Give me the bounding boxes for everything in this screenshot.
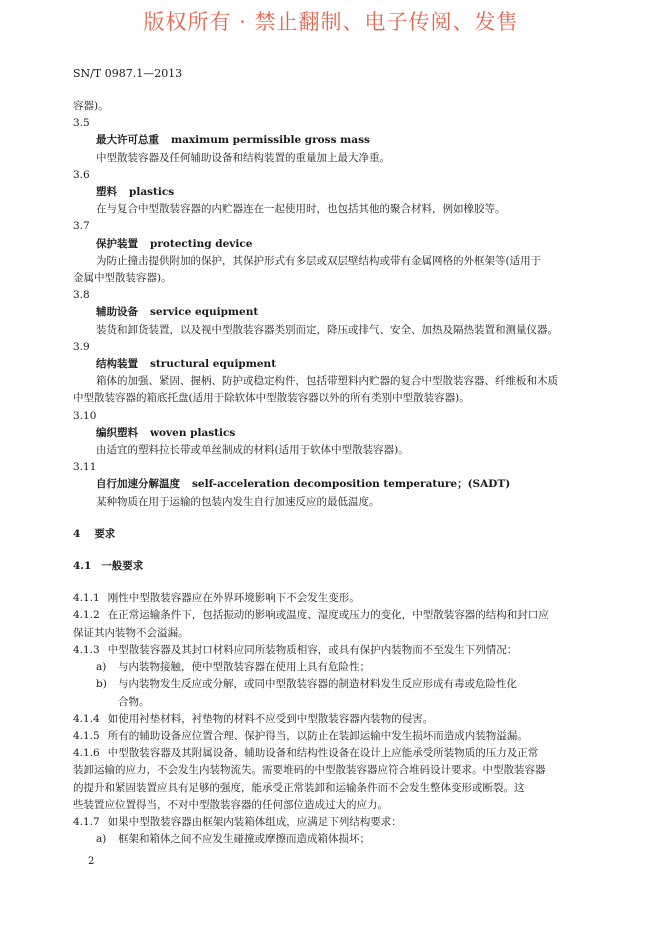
chapter-number: 4 — [73, 527, 81, 540]
clause-text-cont: 保证其内装物不会溢漏。 — [73, 626, 189, 639]
term-en: service equipment — [150, 306, 259, 319]
term-definition: 装货和卸货装置，以及视中型散装容器类别而定，降压或排气、安全、加热及隔热装置和测量仪器。 — [96, 323, 558, 336]
term-zh: 编织塑料 — [96, 426, 138, 439]
term-definition: 中型散装容器及任何辅助设备和结构装置的重量加上最大净重。 — [96, 151, 390, 164]
clause-4-1-4 — [73, 711, 589, 728]
term-heading — [73, 304, 589, 321]
term-number: 3.9 — [73, 340, 90, 353]
term-definition: 由适宜的塑料拉长带或单丝制成的材料(适用于软体中型散装容器)。 — [96, 444, 409, 457]
term-number: 3.7 — [73, 220, 90, 233]
clause-4-1-6 — [73, 745, 589, 762]
clause-number: 4.1.3 — [73, 643, 100, 656]
clause-text-cont: 装卸运输的应力，不会发生内装物流失。需要堆码的中型散装容器应符合堆码设计要求。中型散装容器 — [73, 764, 546, 777]
term-definition-cont: 中型散装容器的箱底托盘(适用于除软体中型散装容器以外的所有类别中型散装容器)。 — [73, 392, 470, 405]
term-number: 3.11 — [73, 461, 97, 474]
section-number: 4.1 — [73, 560, 92, 573]
term-heading — [73, 476, 589, 493]
standard-code: SN/T 0987.1—2013 — [73, 67, 183, 80]
list-item-text-cont: 合物。 — [118, 695, 150, 708]
list-item-text: 框架和箱体之间不应发生碰撞或摩擦而造成箱体损坏； — [118, 833, 370, 846]
clause-text: 中型散装容器及其封口材料应同所装物质相容，或具有保护内装物而不至发生下列情况： — [107, 643, 518, 656]
clause-number: 4.1.7 — [73, 815, 100, 828]
copyright-banner: 版权所有 · 禁止翻制、电子传阅、发售 — [143, 10, 519, 34]
term-zh: 结构装置 — [96, 358, 138, 371]
clause-4-1-1 — [73, 590, 589, 607]
clause-4-1-5 — [73, 728, 589, 745]
clause-4-1-3 — [73, 642, 589, 659]
clause-text: 在正常运输条件下，包括振动的影响或温度、湿度或压力的变化，中型散装容器的结构和封口应 — [107, 609, 549, 622]
list-item-label: a) — [96, 833, 107, 846]
page-body — [73, 98, 589, 848]
list-item-label: a) — [96, 661, 107, 674]
clause-text-cont: 的提升和紧固装置应具有足够的强度，能承受正常装卸和运输条件而不会发生整体变形或断裂。这 — [73, 781, 525, 794]
term-zh: 塑料 — [96, 186, 117, 199]
list-item-text: 与内装物发生反应或分解，或同中型散装容器的制造材料发生反应形成有毒或危险性化 — [118, 678, 517, 691]
term-en: woven plastics — [150, 426, 236, 439]
section-title: 一般要求 — [101, 560, 144, 573]
term-zh: 保护装置 — [96, 237, 138, 250]
term-zh: 最大许可总重 — [96, 134, 159, 147]
clause-number: 4.1.5 — [73, 729, 100, 742]
list-item — [73, 676, 589, 693]
term-zh: 辅助设备 — [96, 306, 138, 319]
term-number: 3.6 — [73, 168, 90, 181]
term-en: protecting device — [150, 237, 253, 250]
clause-4-1-2 — [73, 607, 589, 624]
term-en: maximum permissible gross mass — [171, 134, 370, 147]
list-item-label: b) — [96, 678, 107, 691]
page-number: 2 — [88, 856, 95, 867]
clause-text: 如果中型散装容器由框架内装箱体组成，应满足下列结构要求： — [107, 815, 402, 828]
term-number: 3.5 — [73, 117, 90, 130]
lead-text: 容器)。 — [73, 100, 109, 112]
term-zh: 自行加速分解温度 — [96, 478, 180, 491]
term-definition: 在与复合中型散装容器的内贮器连在一起使用时，也包括其他的聚合材料，例如橡胶等。 — [96, 203, 506, 216]
term-en: plastics — [129, 186, 175, 199]
list-item — [73, 659, 589, 676]
term-heading — [73, 236, 589, 253]
list-item — [73, 831, 589, 848]
chapter-heading — [73, 526, 589, 543]
chapter-title: 要求 — [94, 527, 116, 540]
clause-number: 4.1.6 — [73, 747, 100, 760]
term-en: structural equipment — [150, 358, 277, 371]
term-definition: 箱体的加强、紧固、握柄、防护或稳定构件，包括带塑料内贮器的复合中型散装容器、纤维板和木质 — [96, 375, 558, 388]
clause-number: 4.1.2 — [73, 609, 100, 622]
term-heading — [73, 132, 589, 149]
clause-4-1-7 — [73, 814, 589, 831]
term-number: 3.8 — [73, 289, 90, 302]
list-item-text: 与内装物接触，使中型散装容器在使用上具有危险性； — [118, 661, 370, 674]
clause-text: 中型散装容器及其附属设备、辅助设备和结构性设备在设计上应能承受所装物质的压力及正常 — [107, 747, 539, 760]
clause-number: 4.1.1 — [73, 592, 100, 605]
term-en: self-acceleration decomposition temperature；(SADT) — [192, 478, 511, 491]
clause-text-cont: 些装置应位置得当，不对中型散装容器的任何部位造成过大的应力。 — [73, 798, 388, 811]
term-number: 3.10 — [73, 409, 97, 422]
term-definition: 为防止撞击提供附加的保护，其保护形式有多层或双层壁结构或带有金属网格的外框架等(适用于 — [96, 254, 542, 267]
clause-text: 所有的辅助设备应位置合理、保护得当，以防止在装卸运输中发生损坏而造成内装物溢漏。 — [107, 729, 528, 742]
clause-text: 如使用衬垫材料，衬垫物的材料不应受到中型散装容器内装物的侵害。 — [107, 712, 434, 725]
term-heading — [73, 184, 589, 201]
clause-number: 4.1.4 — [73, 712, 100, 725]
term-heading — [73, 425, 589, 442]
section-heading — [73, 558, 589, 575]
term-definition-cont: 金属中型散装容器)。 — [73, 272, 172, 285]
clause-text: 刚性中型散装容器应在外界环境影响下不会发生变形。 — [107, 592, 360, 605]
term-heading — [73, 356, 589, 373]
term-definition: 某种物质在用于运输的包装内发生自行加速反应的最低温度。 — [96, 495, 380, 508]
